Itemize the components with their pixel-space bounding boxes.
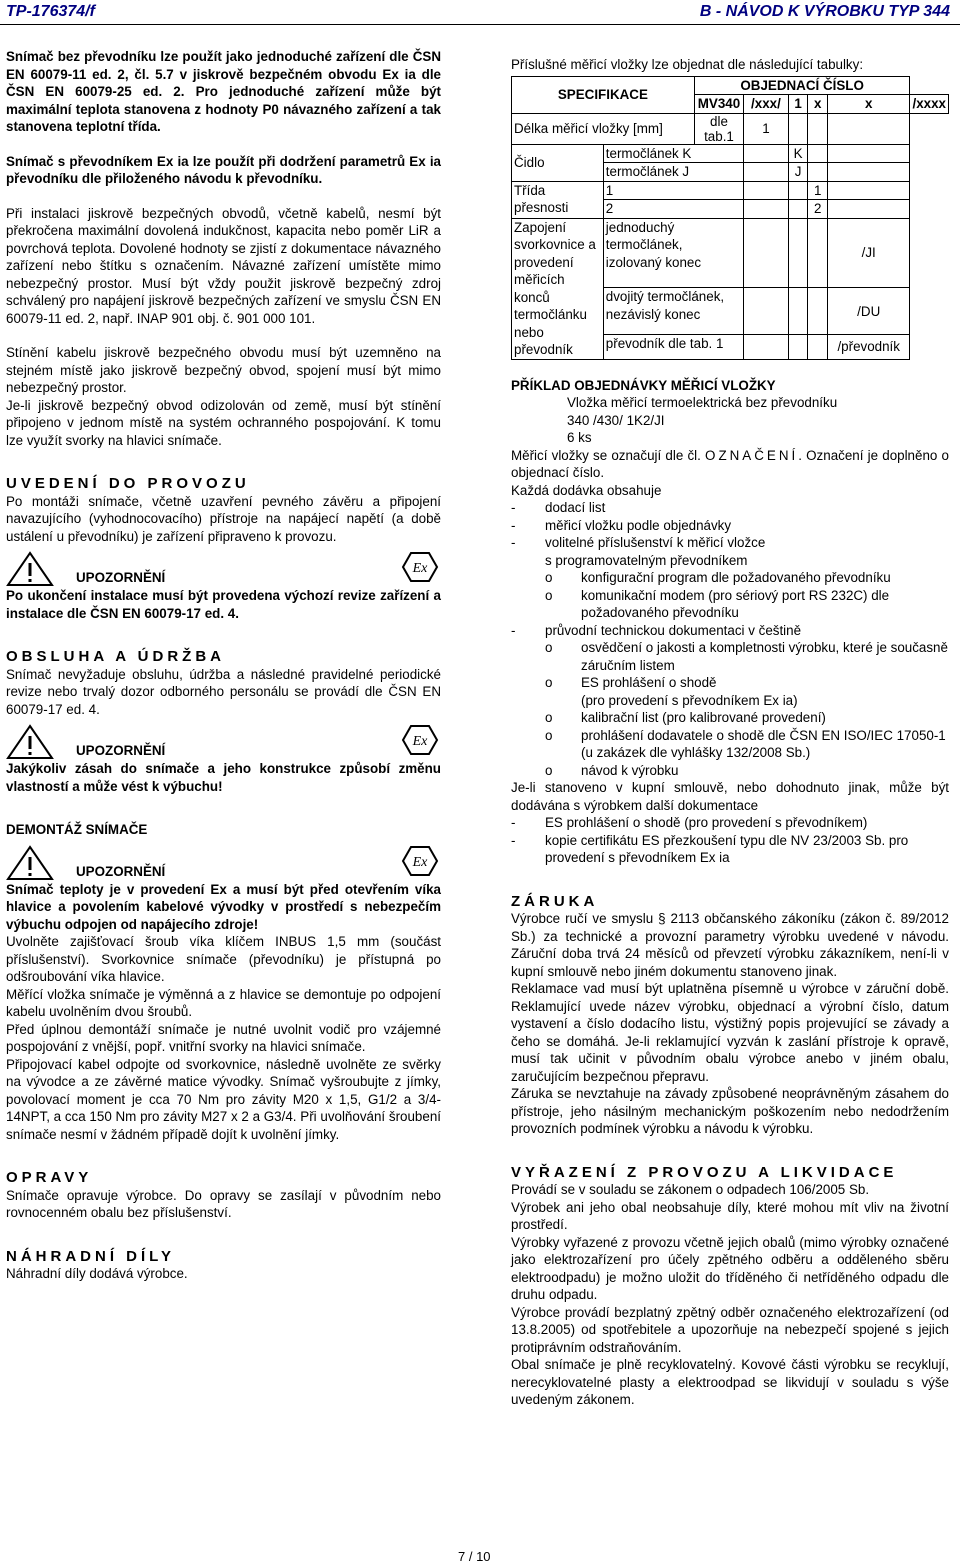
warranty-text: Reklamace vad musí být uplatněna písemně u výrobce v záruční době. Reklamující uvede název výrobku, objednací a výrobní číslo, datum vystavení a číslo dodacího listu, výstižný popis projevující se závady a čeho se domáhá. Je-li reklamující vyzván k zaslání přístroje k opravě, musí tak učinit v původním obalu výrobce anebo v jiném obalu, zaručujícím bezpečnou přepravu. — [511, 981, 949, 1084]
delivery-list — [511, 499, 949, 552]
section-title-spare-parts: NÁHRADNÍ DÍLY — [6, 1247, 175, 1265]
disposal-text: Výrobce provádí bezplatný zpětný odběr označeného elektrozařízení (od 13.8.2005) od spotřebitele a upozorňuje na nebezpečí spojené s jejich protiprávním odstraňováním. — [511, 1304, 949, 1355]
list-item: - měřicí vložku podle objednávky — [511, 517, 949, 535]
order-table — [511, 76, 949, 360]
order-example-line: 340 /430/ 1K2/JI — [567, 412, 665, 428]
svg-text:Ex: Ex — [412, 561, 428, 576]
warranty-text: Výrobce ručí ve smyslu § 2113 občanského zákoníku (zákon č. 89/2012 Sb.) za technické a provozní parametry výrobku uvedené v návodu. Záruční doba trvá 24 měsíců od převzetí výrobku zákazníkem, není-li v kupní smlouvě nebo jiném dokumentu stanoveno jinak. — [511, 911, 949, 979]
sensor-label: Čidlo — [512, 144, 604, 181]
warning-triangle-icon — [6, 845, 54, 881]
list-item: o konfigurační program dle požadovaného převodníku — [545, 569, 949, 587]
code-part: 1 — [788, 95, 808, 114]
sensor-option: termočlánek J — [603, 163, 743, 182]
ex-hexagon-icon — [401, 724, 439, 756]
connection-code: /DU — [827, 288, 910, 335]
maintenance-text: Snímač nevyžaduje obsluhu, údržba a následné pravidelné periodické revize nebo trvalý dozor odborného personálu se provádí dle ČSN EN 60079-17 ed. 4. — [6, 666, 441, 717]
list-item-cont: (pro provedení s převodníkem Ex ia) — [581, 692, 798, 708]
para-simple-device: Snímač bez převodníku lze použít jako jednoduché zařízení dle ČSN EN 60079-11 ed. 2, čl. 5.7 v jiskrově bezpečném obvodu Ex ia dle ČSN EN 60079-25 ed. 2. Pro jednoduché zařízení může být maximální teplota stanovena z hodnoty P0 návazného zařízení a tak stanovena teplotní třída. — [6, 49, 441, 134]
warning-block — [6, 845, 441, 881]
warning-label: UPOZORNĚNÍ — [76, 743, 166, 758]
disposal-text: Provádí se v souladu se zákonem o odpadech 106/2005 Sb. — [511, 1182, 870, 1197]
sub-list — [511, 639, 949, 692]
page-number: 7 / 10 — [458, 1549, 491, 1564]
list-item-cont: s programovatelným převodníkem — [545, 552, 748, 568]
class-code: 1 — [808, 181, 827, 200]
list-item: o prohlášení dodavatele o shodě dle ČSN EN ISO/IEC 17050-1 (u zakázek dle vyhlášky 132/2008 Sb.) — [545, 727, 949, 762]
list-item: o komunikační modem (pro sériový port RS 232C) dle požadovaného převodníku — [545, 587, 949, 622]
disposal-text: Výrobek ani jeho obal neobsahuje díly, které mohou mít vliv na životní prostředí. — [511, 1199, 949, 1232]
order-number-header: OBJEDNACÍ ČÍSLO — [694, 76, 910, 95]
contract-list — [511, 814, 949, 867]
warning-block — [6, 551, 441, 587]
code-part: x — [827, 95, 910, 114]
code-part: MV340 — [694, 95, 743, 114]
sensor-code: K — [788, 144, 808, 163]
para-shielding: Stínění kabelu jiskrově bezpečného obvodu musí být uzemněno na stejném místě jako jiskrově bezpečný obvod, spojení musí být mimo nebezpečný prostor. — [6, 345, 441, 395]
connection-option: jednoduchý termočlánek, izolovaný konec — [603, 218, 743, 288]
disposal-text: Obal snímače je plně recyklovatelný. Kovové části výrobku se recyklují, nerecyklovatelné plasty a elektroodpad se likvidují v souladu s výše uvedeným zákonem. — [511, 1357, 949, 1407]
list-item: o kalibrační list (pro kalibrované provedení) — [545, 709, 949, 727]
section-title-warranty: ZÁRUKA — [511, 892, 599, 910]
sensor-code: J — [788, 163, 808, 182]
dismantling-warning: Snímač teploty je v provedení Ex a musí být před otevřením víka hlavice a povolením kabelové vývodky v prostředí s nebezpečím výbuchu odpojen od napájecího zdroje! — [6, 881, 441, 932]
section-title-dismantling: DEMONTÁŽ SNÍMAČE — [6, 822, 148, 837]
doc-number: TP-176374/f — [6, 3, 95, 20]
order-table-intro: Příslušné měřicí vložky lze objednat dle následující tabulky: — [511, 57, 864, 72]
para-isolation: Je-li jiskrově bezpečný obvod odizolován od země, musí být stínění připojeno v jednom místě na systém ochranného pospojování. K tomu lze využít svorky na hlavici snímače. — [6, 397, 441, 448]
maintenance-warning: Jakýkoliv zásah do snímače a jeho konstrukce způsobí změnu vlastností a může vést k výbuchu! — [6, 761, 441, 794]
warning-triangle-icon — [6, 551, 54, 587]
dismantling-step-4: Připojovací kabel odpojte od svorkovnice, následně uvolněte ze svěrky na vývodce a ze závěrné matice vývodky. Snímač vyšroubujte z jímky, povolovací moment je cca 70 Nm pro závity M20 x 1,5, G1/2 a 3/4-14NPT, a cca 150 Nm pro závity M27 x 2 a G3/4. Při uvolňování šroubení snímače nesmí v žádném případě dojít k uvolnění jímky. — [6, 1056, 441, 1142]
length-value: dle tab.1 — [694, 113, 743, 144]
spare-parts-text: Náhradní díly dodává výrobce. — [6, 1266, 188, 1281]
commissioning-text: Po montáži snímače, včetně uzavření pevného závěru a připojení navazujícího (vyhodnocovacího) přístroje na napájecí napětí (a době ustálení u převodníku) je zařízení připraveno k provozu. — [6, 493, 441, 544]
class-label: Třída přesnosti — [512, 181, 604, 218]
connection-option: převodník dle tab. 1 — [603, 335, 743, 359]
list-item: - kopie certifikátu ES přezkoušení typu dle NV 23/2003 Sb. pro provedení s převodníkem Ex ia — [511, 832, 949, 867]
class-option: 1 — [603, 181, 743, 200]
section-title-commissioning: UVEDENÍ DO PROVOZU — [6, 475, 250, 492]
page-header — [0, 0, 960, 25]
delivery-heading: Každá dodávka obsahuje — [511, 482, 662, 498]
right-column — [511, 56, 949, 1409]
length-label: Délka měřicí vložky [mm] — [512, 113, 695, 144]
ex-hexagon-icon — [401, 845, 439, 877]
svg-text:Ex: Ex — [412, 734, 428, 749]
connection-code: /převodník — [827, 335, 910, 359]
sensor-option: termočlánek K — [603, 144, 743, 163]
order-example-line: 6 ks — [567, 430, 592, 445]
dismantling-step-1: Uvolněte zajišťovací šroub víka klíčem INBUS 1,5 mm (součást příslušenství). Svorkovnice snímače (převodníku) je přístupná po odšroubování víka hlavice. — [6, 934, 441, 984]
sub-list — [511, 709, 949, 779]
para-with-converter: Snímač s převodníkem Ex ia lze použít při dodržení parametrů Ex ia převodníku dle přiloženého návodu k převodníku. — [6, 153, 441, 186]
list-item: - průvodní technickou dokumentaci v češtině — [511, 622, 949, 640]
code-part: x — [808, 95, 827, 114]
list-item: - volitelné příslušenství k měřicí vložce — [511, 534, 949, 552]
section-title-maintenance: OBSLUHA A ÚDRŽBA — [6, 648, 225, 665]
length-code: 1 — [744, 113, 788, 144]
connection-label: Zapojení svorkovnice a provedení měřicích konců termočlánku nebo převodník — [512, 218, 604, 359]
connection-option: dvojitý termočlánek, nezávislý konec — [603, 288, 743, 335]
repairs-text: Snímače opravuje výrobce. Do opravy se zasílají v původním nebo rovnocenném obalu bez příslušenství. — [6, 1187, 441, 1220]
marking-text: Měřicí vložky se označují dle čl. OZNAČENÍ. Označení je doplněno o objednací číslo. — [511, 447, 949, 480]
doc-title: B - NÁVOD K VÝROBKU TYP 344 — [699, 3, 950, 20]
warning-triangle-icon — [6, 724, 54, 760]
warranty-text: Záruka se nevztahuje na závady způsobené neoprávněným zásahem do přístroje, jeho násilným mechanickým poškozením nebo nedodržením provozních podmínek výrobku a návodu k výrobku. — [511, 1086, 949, 1136]
list-item: - dodací list — [511, 499, 949, 517]
left-column — [6, 48, 441, 1283]
class-code: 2 — [808, 200, 827, 219]
list-item: o ES prohlášení o shodě — [545, 674, 949, 692]
disposal-text: Výrobky vyřazené z provozu včetně jejich obalů (mimo výrobky označené jako elektrozařízení pro účely zpětného odběru a odděleného sběru elektroodpadu) je možno uložit do tříděného či netříděného odpadu dle druhu odpadu. — [511, 1234, 949, 1302]
dismantling-step-2: Měřící vložka snímače je výměnná a z hlavice se demontuje po odpojení kabelu uvolněním dvou šroubů. — [6, 986, 441, 1019]
ex-hexagon-icon — [401, 551, 439, 583]
spec-header: SPECIFIKACE — [512, 76, 695, 113]
list-item: - ES prohlášení o shodě (pro provedení s převodníkem) — [511, 814, 949, 832]
list-item: o návod k výrobku — [545, 762, 949, 780]
contract-text: Je-li stanoveno v kupní smlouvě, nebo dohodnuto jinak, může být dodávána s výrobkem další dokumentace — [511, 780, 949, 813]
section-title-repairs: OPRAVY — [6, 1169, 93, 1186]
class-option: 2 — [603, 200, 743, 219]
dismantling-step-3: Před úplnou demontáží snímače je nutné uvolnit vodič pro vzájemné pospojování z vnější, popř. vnitřní svorky na hlavici snímače. — [6, 1021, 441, 1054]
warning-label: UPOZORNĚNÍ — [76, 863, 166, 879]
section-title-disposal: VYŘAZENÍ Z PROVOZU A LIKVIDACE — [511, 1163, 898, 1181]
order-example-title: PŘÍKLAD OBJEDNÁVKY MĚŘICÍ VLOŽKY — [511, 377, 776, 393]
code-part: /xxx/ — [744, 95, 788, 114]
sub-list — [511, 569, 949, 622]
code-part: /xxxx — [910, 95, 949, 114]
order-example-line: Vložka měřicí termoelektrická bez převodníku — [567, 395, 838, 410]
warning-label: UPOZORNĚNÍ — [76, 570, 166, 585]
para-installation: Při instalaci jiskrově bezpečných obvodů, včetně kabelů, nesmí být překročena maximální dovolená indukčnost, kapacita nebo poměr LiR a povrchová teplota. Dovolené hodnoty se zjistí z dokumentace návazného zařízení nebo štítku s označením. Návazné zařízení umístěte mimo nebezpečný prostor. Musí být vždy použit jiskrově bezpečný zdroj schválený pro napájení jiskrově bezpečných zařízení ve smyslu ČSN EN 60079-11 ed. 2, např. INAP 901 obj. č. 901 000 101. — [6, 205, 441, 326]
commissioning-warning: Po ukončení instalace musí být provedena výchozí revize zařízení a instalace dle ČSN EN 60079-17 ed. 4. — [6, 588, 441, 621]
warning-block — [6, 724, 441, 760]
svg-text:Ex: Ex — [412, 854, 428, 870]
connection-code: /JI — [827, 218, 910, 288]
list-item: o osvědčení o jakosti a kompletnosti výrobku, které je současně záručním listem — [545, 639, 949, 674]
